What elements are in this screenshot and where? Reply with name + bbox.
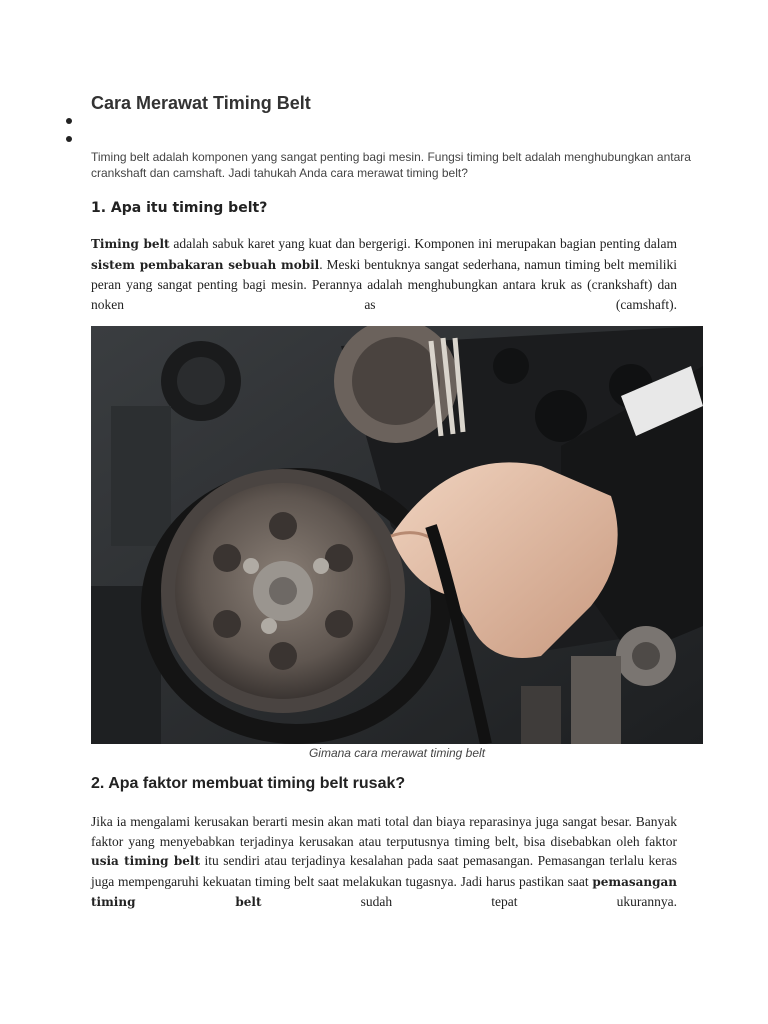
section-1-paragraph bbox=[91, 234, 677, 314]
section-1-heading: 1. Apa itu timing belt? bbox=[91, 200, 268, 216]
section-1-text-b: . Meski bentuknya sangat sederhana, namun timing belt memiliki peran yang sangat penting bagi mesin. Perannya adalah menghubungkan antara kruk as (crankshaft) dan noken as (camshaft). bbox=[91, 256, 677, 312]
bold-pemasangan-timing-belt: pemasangan timing belt bbox=[91, 874, 677, 909]
intro-paragraph: Timing belt adalah komponen yang sangat penting bagi mesin. Fungsi timing belt adalah menghubungkan antara crankshaft dan camshaft. Jadi tahukah Anda cara merawat timing belt? bbox=[91, 150, 691, 180]
empty-bullet-list bbox=[66, 118, 72, 154]
engine-photo-illustration bbox=[91, 326, 703, 744]
bold-usia-timing-belt: usia timing belt bbox=[91, 854, 200, 868]
section-2-text-c: sudah tepat ukurannya. bbox=[261, 894, 677, 909]
bullet-dot bbox=[66, 118, 72, 124]
section-2-heading: 2. Apa faktor membuat timing belt rusak? bbox=[91, 775, 406, 792]
section-2-text-b: itu sendiri atau terjadinya kesalahan pada saat pemasangan. Pemasangan terlalu keras juga mempengaruhi kekuatan timing belt saat melakukan tugasnya. Jadi harus pastikan saat bbox=[91, 853, 677, 889]
bold-term-timing-belt: Timing belt bbox=[91, 237, 170, 251]
section-2-paragraph bbox=[91, 812, 677, 913]
article-title: Cara Merawat Timing Belt bbox=[91, 93, 311, 113]
figure-caption: Gimana cara merawat timing belt bbox=[308, 746, 486, 760]
section-2-text-a: Jika ia mengalami kerusakan berarti mesin akan mati total dan biaya reparasinya juga sangat besar. Banyak faktor yang menyebabkan terjadinya kerusakan atau terputusnya timing belt, bisa disebabkan oleh faktor bbox=[91, 814, 677, 849]
section-1-text-a: adalah sabuk karet yang kuat dan bergerigi. Komponen ini merupakan bagian penting dalam bbox=[169, 236, 677, 251]
engine-timing-belt-photo bbox=[91, 326, 703, 744]
link-sistem-pembakaran[interactable]: sistem pembakaran sebuah mobil bbox=[91, 257, 320, 272]
bullet-dot bbox=[66, 136, 72, 142]
